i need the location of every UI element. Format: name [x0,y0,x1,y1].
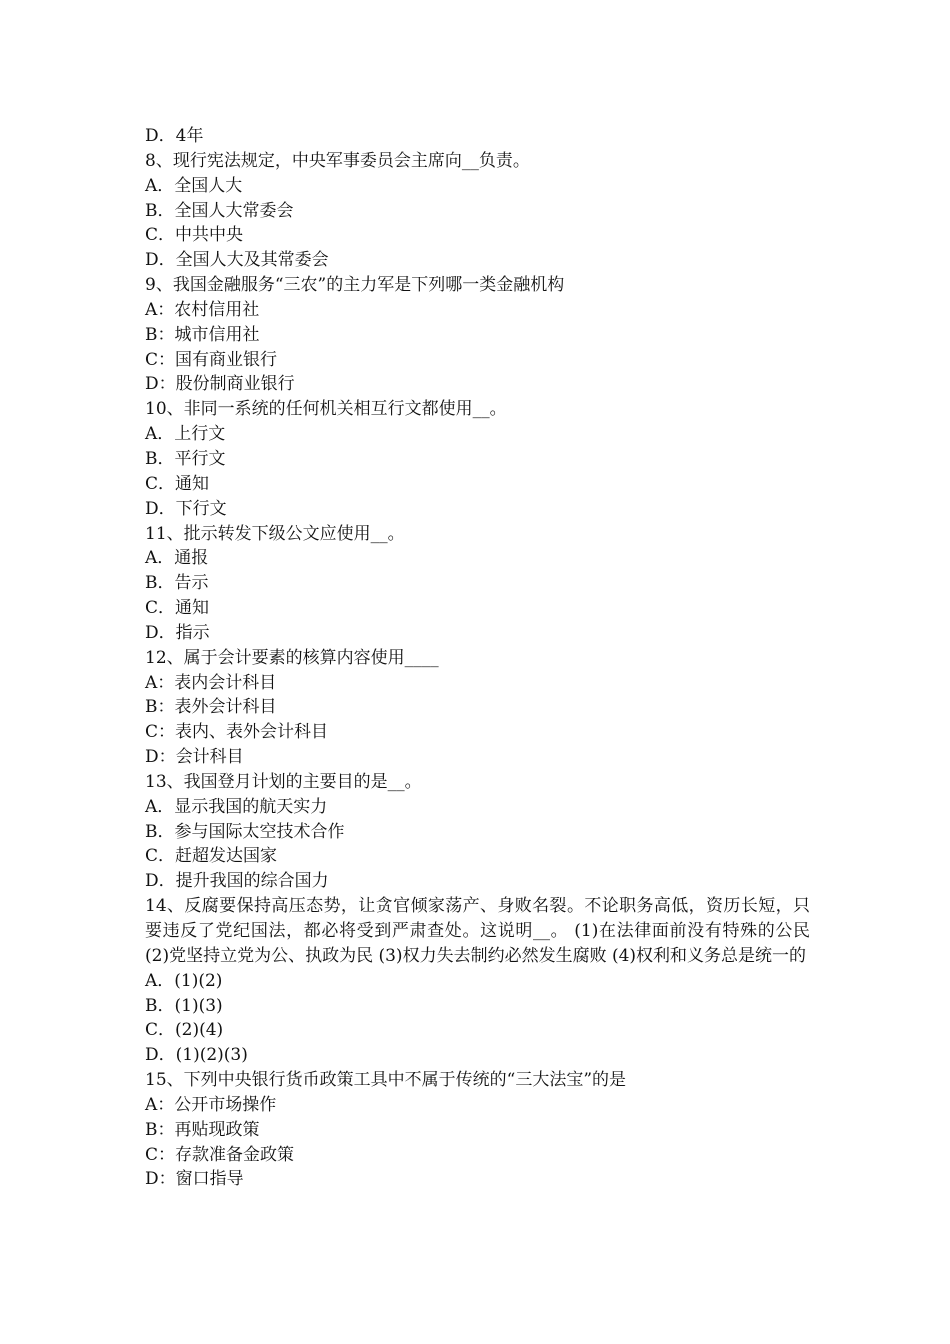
option-line: D：股份制商业银行 [145,374,295,395]
option-line: A．通报 [145,548,209,569]
option-line: B．平行文 [145,448,226,469]
question-13: 13、我国登月计划的主要目的是__。 [145,771,422,792]
question-11: 11、批示转发下级公文应使用__。 [145,523,405,544]
option-line: A．(1)(2) [145,970,223,991]
option-line: C．赶超发达国家 [145,846,278,867]
question-lines-top [145,124,810,894]
option-line: D．下行文 [145,498,227,519]
option-line: A．显示我国的航天实力 [145,796,328,817]
option-line: D．(1)(2)(3) [145,1045,248,1066]
option-line: B．告示 [145,573,209,594]
document-content [145,124,810,1192]
option-line: B：表外会计科目 [145,697,277,718]
question-15: 15、下列中央银行货币政策工具中不属于传统的“三大法宝”的是 [145,1070,627,1091]
option-line: B：城市信用社 [145,324,260,345]
option-line: C：存款准备金政策 [145,1144,295,1165]
option-line: A．全国人大 [145,175,243,196]
option-line: A：公开市场操作 [145,1094,277,1115]
option-line: D．提升我国的综合国力 [145,871,329,892]
question-8: 8、现行宪法规定，中央军事委员会主席向__负责。 [145,150,530,171]
question-14: 14、反腐要保持高压态势，让贪官倾家荡产、身败名裂。不论职务高低，资历长短，只要违反了党纪国法，都必将受到严肃查处。这说明__。 (1)在法律面前没有特殊的公民 (2)党坚持立党为公、执政为民 (3)权力失去制约必然发生腐败 (4)权利和义务总是统一的 [145,896,810,966]
question-10: 10、非同一系统的任何机关相互行文都使用__。 [145,399,507,420]
option-line: B．(1)(3) [145,995,223,1016]
option-line: D：窗口指导 [145,1169,244,1190]
option-line: C．(2)(4) [145,1020,224,1041]
option-line: B．全国人大常委会 [145,200,294,221]
option-line: C．中共中央 [145,225,244,246]
option-line: C．通知 [145,598,210,619]
question-12: 12、属于会计要素的核算内容使用____ [145,647,439,668]
option-line: A：表内会计科目 [145,672,277,693]
question-lines-bottom [145,969,810,1193]
option-line: B：再贴现政策 [145,1119,260,1140]
option-line: A：农村信用社 [145,299,260,320]
text-line: D．4年 [145,126,204,146]
question-9: 9、我国金融服务“三农”的主力军是下列哪一类金融机构 [145,275,565,296]
option-line: C．通知 [145,473,210,494]
option-line: D：会计科目 [145,747,244,768]
option-line: B．参与国际太空技术合作 [145,821,345,842]
option-line: A．上行文 [145,424,226,445]
option-line: D．指示 [145,622,210,643]
option-line: D．全国人大及其常委会 [145,250,329,271]
option-line: C：国有商业银行 [145,349,278,370]
option-line: C：表内、表外会计科目 [145,722,329,743]
